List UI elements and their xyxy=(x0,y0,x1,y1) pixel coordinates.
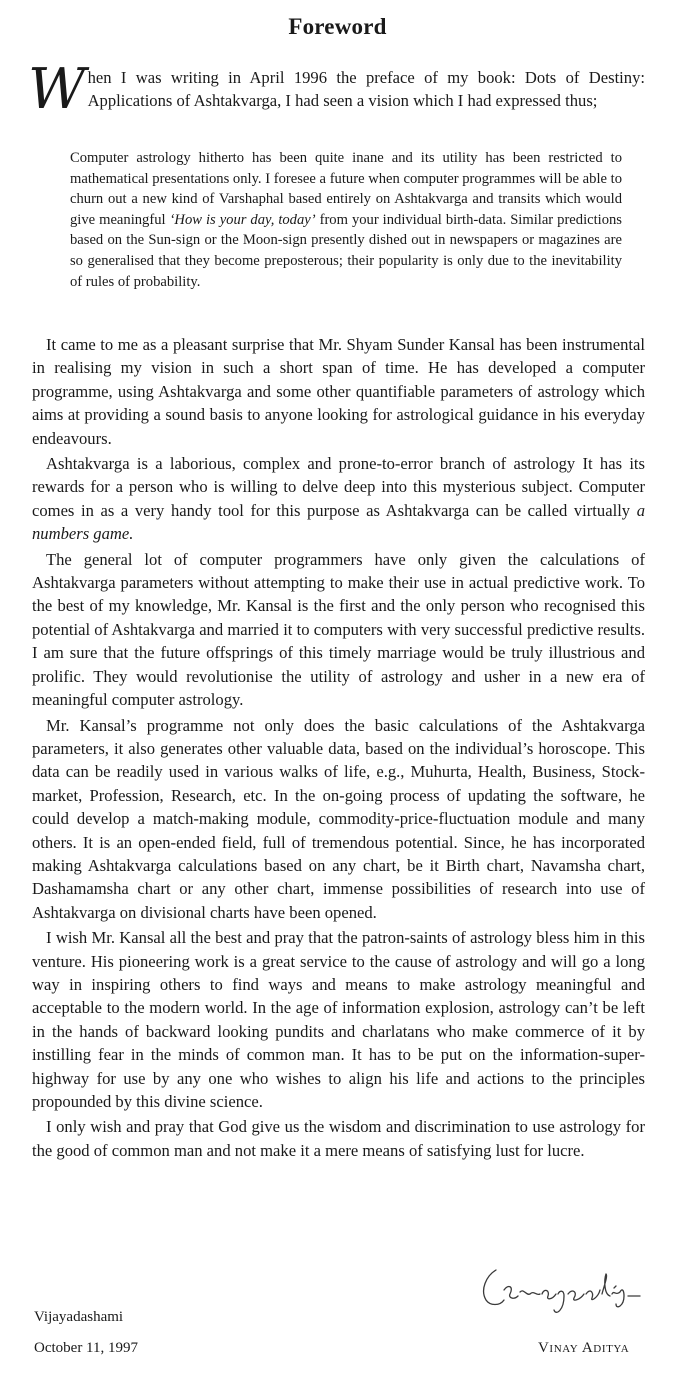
quote-emphasis: ‘How is your day, today’ xyxy=(169,211,316,228)
paragraph-2 xyxy=(32,452,645,546)
closing-place: Vijayadashami xyxy=(34,1309,124,1325)
intro-paragraph xyxy=(28,57,645,122)
author-name: Vinay Aditya xyxy=(538,1340,630,1356)
block-quote xyxy=(70,148,622,292)
paragraph-2-text: Ashtakvarga is a laborious, complex and prone-to-error branch of astrology It has its rewards for a person who is willing to delve deep into this mysterious subject. Computer comes in as a very handy tool for this purpose as Ashtakvarga can be called virtually xyxy=(32,454,645,520)
handwritten-signature xyxy=(474,1266,654,1324)
drop-cap: W xyxy=(28,57,86,122)
quote-text-1: Computer astrology hitherto has been quite inane and its utility has been restricted to mathematical presentations only. I foresee a future when computer programmes will be able to churn out a new kind of Varshaphal based entirely on Ashtakvarga and transits which would give meaningful xyxy=(70,150,622,228)
intro-text: hen I was writing in April 1996 the preface of my book: Dots of Destiny: Applications of Ashtakvarga, I had seen a vision which I had expressed thus; xyxy=(87,68,645,111)
body-paragraphs xyxy=(32,333,645,1164)
paragraph-3: The general lot of computer programmers have only given the calculations of Ashtakvarga parameters without attempting to make their use in actual predictive work. To the best of my knowledge, Mr. Kansal is the first and the only person who recognised this potential of Ashtakvarga and married it to computers with very successful predictive results. I am sure that the future offsprings of this timely marriage would be truly illustrious and prolific. They would revolutionise the utility of astrology and usher in a new era of meaningful computer astrology. xyxy=(32,549,645,710)
paragraph-4: Mr. Kansal’s programme not only does the basic calculations of the Ashtakvarga parameters, it also generates other valuable data, based on the individual’s horoscope. This data can be readily used in various walks of life, e.g., Muhurta, Health, Business, Stock-market, Profession, Research, etc. In the on-going process of updating the software, he could develop a match-making module, commodity-price-fluctuation module and many others. It is an open-ended field, full of tremendous potential. Since, he has incorporated making Ashtakvarga calculations based on any chart, be it Birth chart, Navamsha chart, Dashamamsha chart or any other chart, immense possibilities of research into use of Ashtakvarga on divisional charts have been opened. xyxy=(32,715,645,922)
closing-date: October 11, 1997 xyxy=(34,1340,139,1356)
page-title: Foreword xyxy=(288,14,387,39)
paragraph-5: I wish Mr. Kansal all the best and pray that the patron-saints of astrology bless him in this venture. His pioneering work is a great service to the cause of astrology and will go a long way in inspiring others to find ways and means to make astrology meaningful and acceptable to the modern world. In the age of information explosion, astrology can’t be left in the hands of backward looking pundits and charlatans who make commerce of it by instilling fear in the minds of common man. It has to be put on the information-super-highway for use by any one who wishes to align his life and actions to the principles propounded by this divine science. xyxy=(32,928,645,1111)
paragraph-6: I only wish and pray that God give us the wisdom and discrimination to use astrology for the good of common man and not make it a mere means of satisfying lust for lucre. xyxy=(32,1117,645,1160)
paragraph-2-emphasis: a numbers game. xyxy=(32,500,645,544)
quote-text-2: from your individual birth-data. Similar predictions based on the Sun-sign or the Moon-sign presently dished out in newspapers or magazines are so generalised that they become preposterous; their popularity is only due to the inevitability of rules of probability. xyxy=(70,211,622,290)
paragraph-1: It came to me as a pleasant surprise that Mr. Shyam Sunder Kansal has been instrumental in realising my vision in such a short span of time. He has developed a computer programme, using Ashtakvarga and some other quantifiable parameters of astrology which aims at providing a sound basis to anyone looking for astrological guidance in his everyday endeavours. xyxy=(32,335,645,448)
